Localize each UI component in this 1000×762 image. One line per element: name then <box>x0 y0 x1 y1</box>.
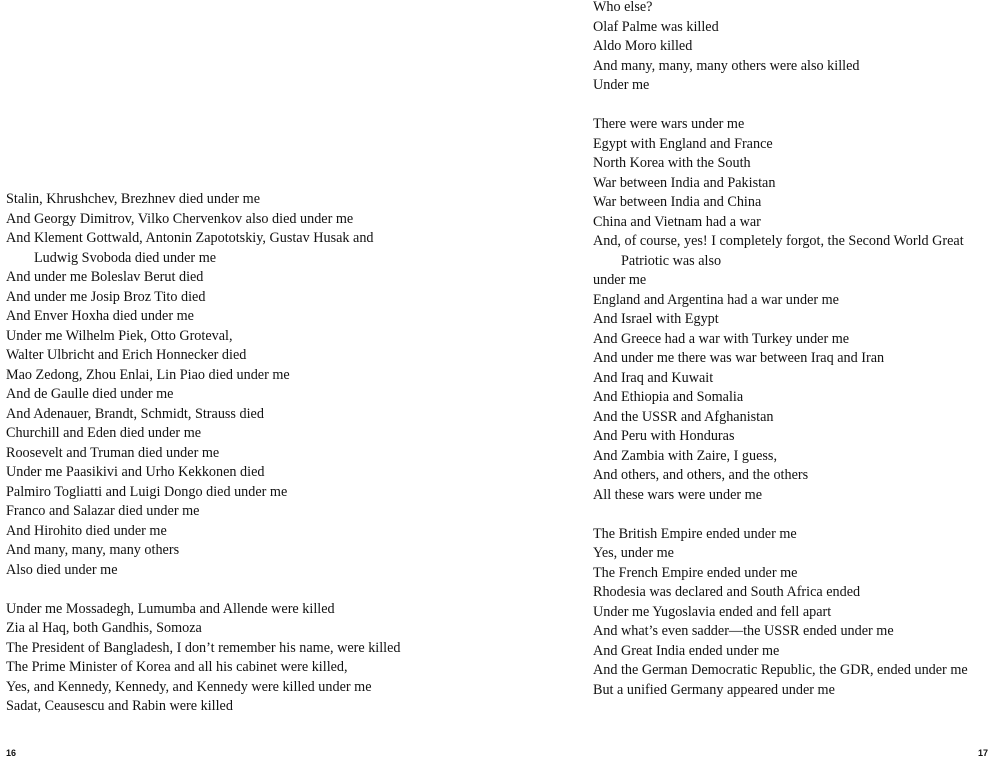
poem-line: Ludwig Svoboda died under me <box>34 249 217 266</box>
poem-line: And, of course, yes! I completely forgot, the Second World Great <box>593 233 964 249</box>
poem-line: Egypt with England and France <box>593 135 773 152</box>
left-poem-text <box>6 190 401 717</box>
poem-line: And what’s even sadder—the USSR ended under me <box>593 623 894 639</box>
poem-line: Under me Mossadegh, Lumumba and Allende were killed <box>6 600 335 617</box>
poem-line: All these wars were under me <box>593 486 763 503</box>
poem-line: There were wars under me <box>593 116 745 132</box>
poem-line: And many, many, many others were also killed <box>593 57 860 74</box>
poem-line: Who else? <box>593 0 653 15</box>
poem-line: Under me <box>593 77 650 93</box>
stanza-gap <box>593 96 968 116</box>
poem-line: War between India and China <box>593 194 762 210</box>
poem-line: Also died under me <box>6 561 118 578</box>
poem-line: Walter Ulbricht and Erich Honnecker died <box>6 347 247 363</box>
poem-line: War between India and Pakistan <box>593 174 776 191</box>
poem-line: The Prime Minister of Korea and all his cabinet were killed, <box>6 659 348 675</box>
poem-line: Roosevelt and Truman died under me <box>6 444 220 461</box>
poem-line: And Adenauer, Brandt, Schmidt, Strauss died <box>6 405 264 422</box>
poem-line: Sadat, Ceausescu and Rabin were killed <box>6 698 233 714</box>
poem-line: England and Argentina had a war under me <box>593 291 839 308</box>
poem-line: And Great India ended under me <box>593 642 780 659</box>
poem-line: And Peru with Honduras <box>593 428 735 444</box>
poem-line: under me <box>593 272 647 288</box>
poem-line: And many, many, many others <box>6 542 180 558</box>
poem-line: Under me Paasikivi and Urho Kekkonen died <box>6 464 265 480</box>
poem-line: Yes, under me <box>593 545 674 561</box>
poem-line: Franco and Salazar died under me <box>6 503 200 519</box>
poem-line: And Georgy Dimitrov, Vilko Chervenkov also died under me <box>6 210 354 227</box>
poem-line: And under me there was war between Iraq and Iran <box>593 350 885 366</box>
poem-line: And Klement Gottwald, Antonin Zapototskiy, Gustav Husak and <box>6 230 374 246</box>
poem-line: And Iraq and Kuwait <box>593 369 714 386</box>
poem-line: Palmiro Togliatti and Luigi Dongo died under me <box>6 483 288 500</box>
poem-line: The President of Bangladesh, I don’t remember his name, were killed <box>6 639 401 656</box>
poem-line: And Ethiopia and Somalia <box>593 389 744 405</box>
poem-line: Olaf Palme was killed <box>593 18 719 35</box>
poem-line: Churchill and Eden died under me <box>6 425 202 441</box>
page-number-right: 17 <box>977 748 988 758</box>
poem-line: And the USSR and Afghanistan <box>593 408 774 425</box>
poem-line: And de Gaulle died under me <box>6 386 174 402</box>
poem-line: The British Empire ended under me <box>593 525 797 542</box>
poem-line: Stalin, Khrushchev, Brezhnev died under me <box>6 191 260 207</box>
poem-line: Zia al Haq, both Gandhis, Somoza <box>6 620 202 636</box>
poem-line: Under me Wilhelm Piek, Otto Groteval, <box>6 327 233 344</box>
poem-line: Aldo Moro killed <box>593 38 693 54</box>
poem-line: Under me Yugoslavia ended and fell apart <box>593 603 832 620</box>
poem-line: And Greece had a war with Turkey under me <box>593 330 850 347</box>
poem-line: And Zambia with Zaire, I guess, <box>593 447 777 464</box>
right-poem-text <box>593 0 968 700</box>
poem-line: Rhodesia was declared and South Africa ended <box>593 584 861 600</box>
poem-line: And Hirohito died under me <box>6 522 167 539</box>
poem-line: And Enver Hoxha died under me <box>6 308 194 324</box>
poem-line: Yes, and Kennedy, Kennedy, and Kennedy were killed under me <box>6 678 372 695</box>
poem-line: And the German Democratic Republic, the GDR, ended under me <box>593 662 968 678</box>
stanza-gap <box>6 580 401 600</box>
poem-line: Patriotic was also <box>621 252 722 269</box>
poem-line: And under me Boleslav Berut died <box>6 269 204 285</box>
poem-line: China and Vietnam had a war <box>593 213 761 230</box>
poem-line: The French Empire ended under me <box>593 564 798 581</box>
poem-line: And Israel with Egypt <box>593 311 719 327</box>
poem-line: And others, and others, and the others <box>593 467 809 483</box>
poem-line: North Korea with the South <box>593 155 751 171</box>
poem-line: Mao Zedong, Zhou Enlai, Lin Piao died under me <box>6 366 290 383</box>
stanza-gap <box>593 505 968 525</box>
page-number-left: 16 <box>6 748 17 758</box>
poem-line: And under me Josip Broz Tito died <box>6 288 206 305</box>
right-page <box>500 0 1000 762</box>
poem-line: But a unified Germany appeared under me <box>593 681 835 698</box>
